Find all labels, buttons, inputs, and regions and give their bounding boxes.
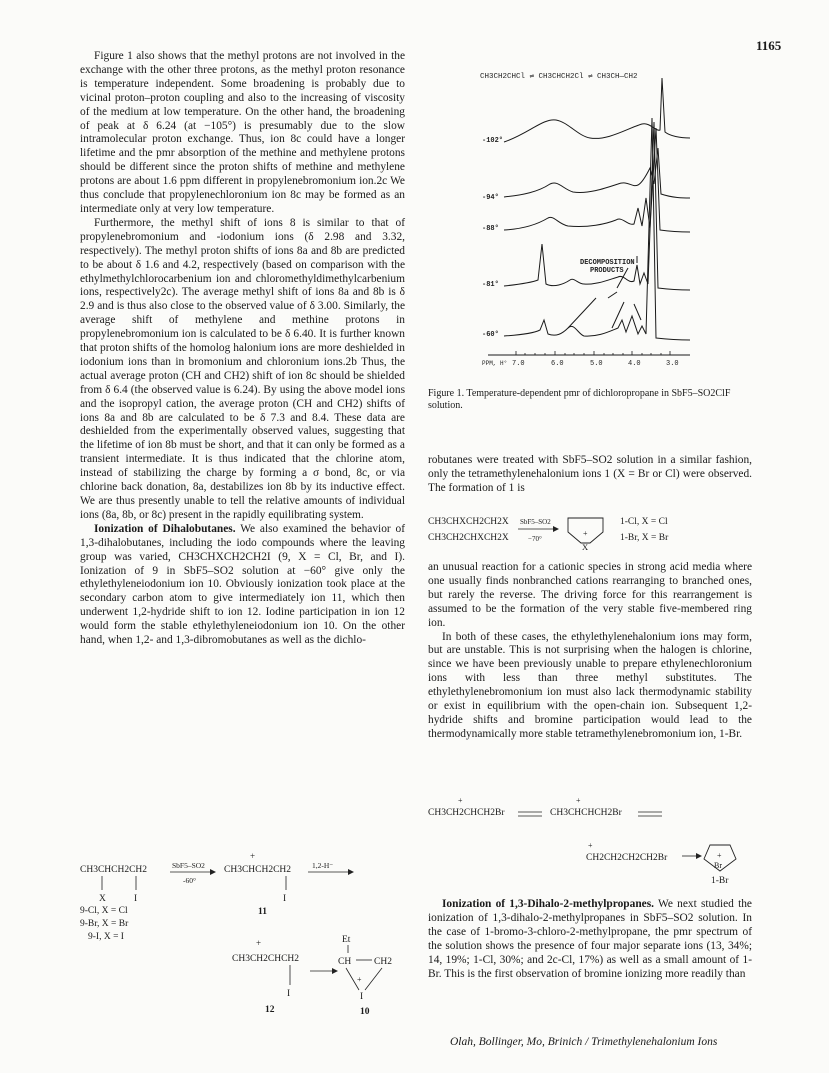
annotation-decomposition: DECOMPOSITION [580,259,635,267]
svg-text:+: + [576,796,581,805]
variant-9br: 9-Br, X = Br [80,919,129,929]
ring-ch2: CH2 [374,957,392,967]
product-1: 1-Cl, X = Cl [620,517,668,527]
section-text: We next studied the ionization of 1,3-dihalo-2-methylpropanes in SbF5–SO2 solution. In the case of 1-bromo-3-chloro-2-methylpropane, the pmr spectrum of the solution shows the presence of four major separate ions (13, 34%; 14, 19%; 1-Cl, 30%; and 2c-Cl, 17%) as well as a small amount of 1-Br. This is the first observation of bromine ionizing more readily than [428,898,752,980]
ion-11-formula: CH3CHCH2CH2 [224,865,292,875]
tick-3: 3.0 [666,360,679,368]
temp-label-102: -102° [482,137,504,145]
paragraph: Furthermore, the methyl shift of ions 8 is similar to that of propylenebromonium and -iodonium ions (δ 2.98 and 3.32, respectively). The methyl proton shifts of ions 8a and 8b are predicted to be about δ 1.6 and 4.2, respectively (based on comparison with the ethylmethylchlorocarbenium ion and chloromethyldimethylcarbenium ions, respectively2c). The average methyl shift of ions 8a and 8b is δ 2.9 and is thus also close to the observed value of δ 3.00. Similarly, the average shift of methylene and methine protons in propylenebromonium ion is calculated to be δ 6.40. It is further known that proton shifts of the homolog halonium ions are more deshielded in iodonium ions than in bromonium and chloronium ions.2b Thus, the actual average proton (CH and CH2) shift of ion 8c should be shielded from δ 6.4 (the observed value is 6.24). By using the above model ions and the isopropyl cation, the average proton (CH and CH2) shifts of ions 8a and 8b are calculated to be δ 7.3 and 8.4. These data are deshielded from the experimentally observed values, suggesting that the lifetime of ion 8b must be short, and that it can only be formed as a transient intermediate. It is thus indicated that the chlorine atom, instead of stabilizing the charge by forming a σ bond, 8c, or via chlorine back donation, 8a, destabilizes ion 8b by its inductive effect. We are thus presently unable to tell the relative amounts of individual ions (8a, 8b, or 8c) present in the rapidly equilibrating system. [80,216,405,521]
section-paragraph [80,523,405,648]
temp-label: -60° [183,876,196,885]
page-number: 1165 [756,38,782,53]
temp-label-81: -81° [482,281,499,289]
section-heading: Ionization of Dihalobutanes. [94,522,236,535]
svg-text:+: + [357,975,362,984]
left-column [80,50,405,648]
section-heading: Ionization of 1,3-Dihalo-2-methylpropanes. [442,898,654,910]
x-substituent: X [99,894,106,904]
reactant-formula: CH3CHCH2CH2 [80,865,148,875]
ion-2: CH3CHCHCH2Br [550,808,622,818]
annotation-products: PRODUCTS [590,267,624,275]
shift-label: 1,2-H⁻ [312,861,334,870]
ion-1: CH3CH2CHCH2Br [428,808,505,818]
svg-text:+: + [583,529,588,538]
paragraph: In both of these cases, the ethylethylenehalonium ions may form, but are unstable. This is not surprising when the halogen is chlorine, since we have been previously unable to prepare ethylenechloronium ions with less than three methyl substitutes. The ethylethylenebromonium ion must also lack thermodynamic stability or exist in equilibrium with the open-chain ion. Subsequent 1,2-hydride shifts and bromine participation would lead to the thermodynamically more stable tetramethylenebromonium ion, 1-Br. [428,630,752,740]
i-substituent-12: I [287,989,291,999]
tick-6: 6.0 [551,360,564,368]
ring-atom: X [582,542,589,552]
label-12: 12 [265,1005,275,1015]
paragraph: robutanes were treated with SbF5–SO2 solution in a similar fashion, only the tetramethylenehalonium ions 1 (X = Br or Cl) were observed. The formation of 1 is [428,454,752,494]
ring-ch: CH [338,957,352,967]
tick-4: 4.0 [628,360,641,368]
ion-12-formula: CH3CH2CHCH2 [232,954,300,964]
right-text-2 [428,561,752,742]
svg-text:+: + [250,851,256,861]
running-footer: Olah, Bollinger, Mo, Brinich / Trimethylenehalonium Ions [450,1036,718,1048]
spectrum-minus-60 [504,118,690,340]
paragraph: Figure 1 also shows that the methyl protons are not involved in the exchange with the other three protons, as the methyl proton resonance is temperature independent. Some broadening is probably due to vicinal proton–proton coupling and also to the increasing of viscosity of the medium at low temperature. On the other hand, the broadening of peak at δ 6.24 (at −105°) is presumably due to the slow intramolecular proton exchange. Thus, ion 8c could have a longer lifetime and the pmr absorption of the methine and methylene protons should be different since the proton shifts of methine and methylene protons are about 1.6 ppm different in propylenebromonium ion.2c We thus conclude that propylenechloronium ion 8c may be formed as an intermediate only at very low temperature. [80,50,405,215]
spectrum-minus-102 [504,78,690,142]
bromo-scheme [428,795,752,885]
figure-caption: Figure 1. Temperature-dependent pmr of dichloropropane in SbF5–SO2ClF solution. [428,388,731,411]
tick-5: 5.0 [590,360,603,368]
reagent: SbF5–SO2 [520,518,551,526]
svg-text:+: + [588,841,593,850]
spectrum-minus-88 [504,128,690,232]
label-1br: 1-Br [711,876,729,885]
temp: −70° [528,535,542,543]
ring-atom: Br [714,861,722,870]
svg-text:+: + [458,796,463,805]
spectrum-minus-94 [504,148,690,198]
pmr-spectra [428,58,752,378]
figure-1 [428,58,752,378]
iodo-scheme [80,850,410,1020]
ring-ethyl: Et [342,935,351,945]
right-text-3 [428,898,752,981]
reactant-2: CH3CH2CHXCH2X [428,533,509,543]
figure-header: CH3CH2CHCl ⇌ CH3CHCH2Cl ⇌ CH3CH—CH2 [480,73,638,81]
svg-text:+: + [256,938,262,948]
axis-label: PPM, H° [482,360,508,367]
variant-9i: 9-I, X = I [88,932,124,942]
temp-label-94: -94° [482,194,499,202]
right-text-1 [428,454,752,496]
reactant-1: CH3CHXCH2CH2X [428,517,509,527]
paragraph: an unusual reaction for a cationic species in strong acid media where one usually finds nonbranched cations rearranging to branched ones, but rarely the reverse. The driving force for this rearrangement is assumed to be the formation of the very stable five-membered ring ion. [428,561,752,629]
section-text: We also examined the behavior of 1,3-dihalobutanes, including the iodo compounds where the leaving group was varied, CH3CHXCH2CH2I (9, X = Cl, Br, and I). Ionization of 9 in SbF5–SO2 solution at −60° give only the ethylethyleneiodonium ion 10. Obviously ionization took place at the secondary carbon atom to give intermediately ion 11, which then underwent 1,2-hydride shift to ion 12. Iodine participation in ion 12 would form the stable ethylethyleneiodonium ion 10. On the other hand, when 1,2- and 1,3-dibromobutanes as well as the dichlo- [80,522,405,647]
reagent-label: SbF5–SO2 [172,861,205,870]
formation-scheme [428,510,752,552]
label-11: 11 [258,907,267,917]
tick-7: 7.0 [512,360,525,368]
variant-9cl: 9-Cl, X = Cl [80,906,128,916]
ion-3: CH2CH2CH2CH2Br [586,853,668,863]
svg-text:+: + [717,851,722,860]
label-10: 10 [360,1007,370,1017]
ring-iodine: I [360,992,364,1002]
temp-label-60: -60° [482,331,499,339]
section-paragraph [428,898,752,981]
i-substituent-11: I [283,894,287,904]
i-substituent: I [134,894,138,904]
temp-label-88: -88° [482,225,499,233]
product-2: 1-Br, X = Br [620,533,669,543]
